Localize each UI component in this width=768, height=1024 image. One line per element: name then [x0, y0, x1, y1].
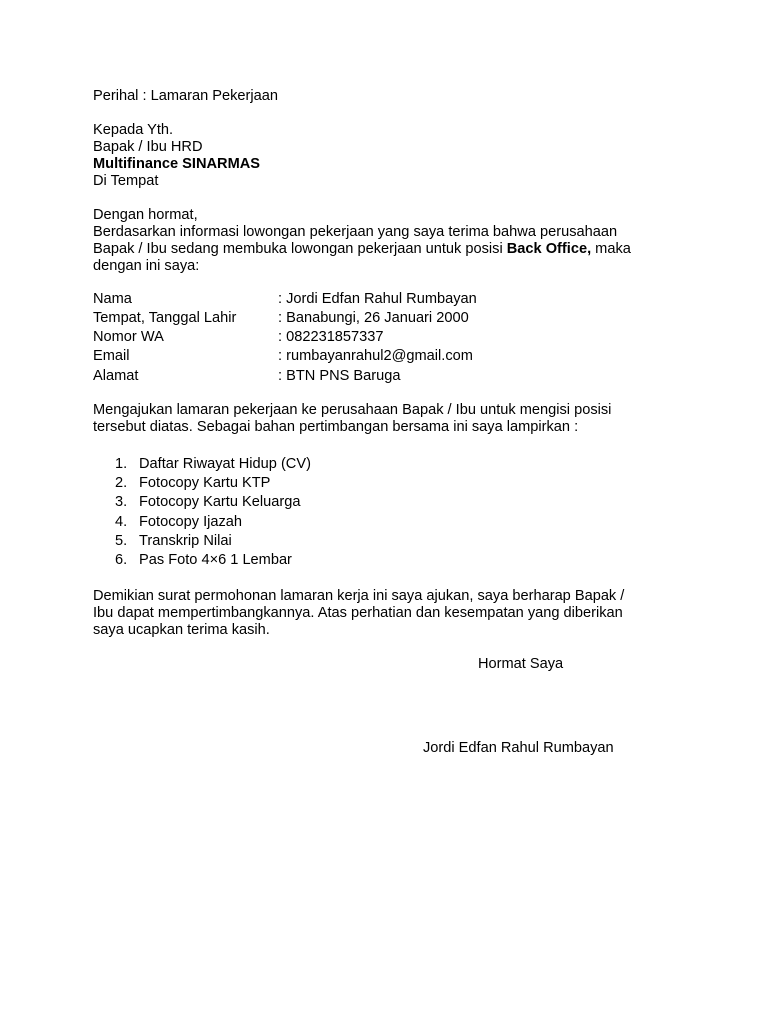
subject-line: Perihal : Lamaran Pekerjaan	[93, 88, 278, 104]
attachment-item: Fotocopy Kartu Keluarga	[139, 494, 301, 510]
recipient-place: Di Tempat	[93, 173, 159, 189]
intro-line-1: Berdasarkan informasi lowongan pekerjaan yang saya terima bahwa perusahaan	[93, 224, 618, 240]
detail-value-ttl: : Banabungi, 26 Januari 2000	[278, 310, 469, 326]
closing-line-3: saya ucapkan terima kasih.	[93, 622, 270, 638]
attachment-item: Fotocopy Ijazah	[139, 514, 243, 530]
intro-position: Back Office,	[506, 241, 592, 257]
detail-value-nama: : Jordi Edfan Rahul Rumbayan	[278, 291, 477, 307]
application-line-1: Mengajukan lamaran pekerjaan ke perusahaan Bapak / Ibu untuk mengisi posisi	[93, 402, 612, 418]
attachment-item: Pas Foto 4×6 1 Lembar	[139, 552, 292, 568]
intro-line-2-start: Bapak / Ibu sedang membuka lowongan pekerjaan untuk posisi	[93, 241, 507, 257]
attachment-number: 2.	[115, 475, 128, 491]
signature-name: Jordi Edfan Rahul Rumbayan	[423, 740, 614, 756]
attachment-item: Daftar Riwayat Hidup (CV)	[139, 456, 311, 472]
application-line-2: tersebut diatas. Sebagai bahan pertimbangan bersama ini saya lampirkan :	[93, 419, 579, 435]
detail-value-email: : rumbayanrahul2@gmail.com	[278, 348, 473, 364]
detail-value-alamat: : BTN PNS Baruga	[278, 368, 401, 384]
attachment-number: 4.	[115, 514, 128, 530]
detail-label-alamat: Alamat	[93, 368, 139, 384]
closing-line-2: Ibu dapat mempertimbangkannya. Atas perhatian dan kesempatan yang diberikan	[93, 605, 623, 621]
detail-label-wa: Nomor WA	[93, 329, 164, 345]
detail-value-wa: : 082231857337	[278, 329, 384, 345]
greeting: Dengan hormat,	[93, 207, 198, 223]
detail-label-ttl: Tempat, Tanggal Lahir	[93, 310, 237, 326]
intro-line-3: dengan ini saya:	[93, 258, 200, 274]
attachment-item: Transkrip Nilai	[139, 533, 232, 549]
detail-label-email: Email	[93, 348, 130, 364]
signoff: Hormat Saya	[478, 656, 564, 672]
attachment-item: Fotocopy Kartu KTP	[139, 475, 271, 491]
closing-line-1: Demikian surat permohonan lamaran kerja ini saya ajukan, saya berharap Bapak /	[93, 588, 625, 604]
recipient-company: Multifinance SINARMAS	[93, 156, 261, 172]
intro-line-2-end: maka	[591, 241, 631, 257]
attachment-number: 6.	[115, 552, 128, 568]
attachment-number: 3.	[115, 494, 128, 510]
recipient-line-1: Kepada Yth.	[93, 122, 174, 138]
recipient-line-2: Bapak / Ibu HRD	[93, 139, 203, 155]
attachment-number: 1.	[115, 456, 128, 472]
attachment-number: 5.	[115, 533, 128, 549]
detail-label-nama: Nama	[93, 291, 132, 307]
